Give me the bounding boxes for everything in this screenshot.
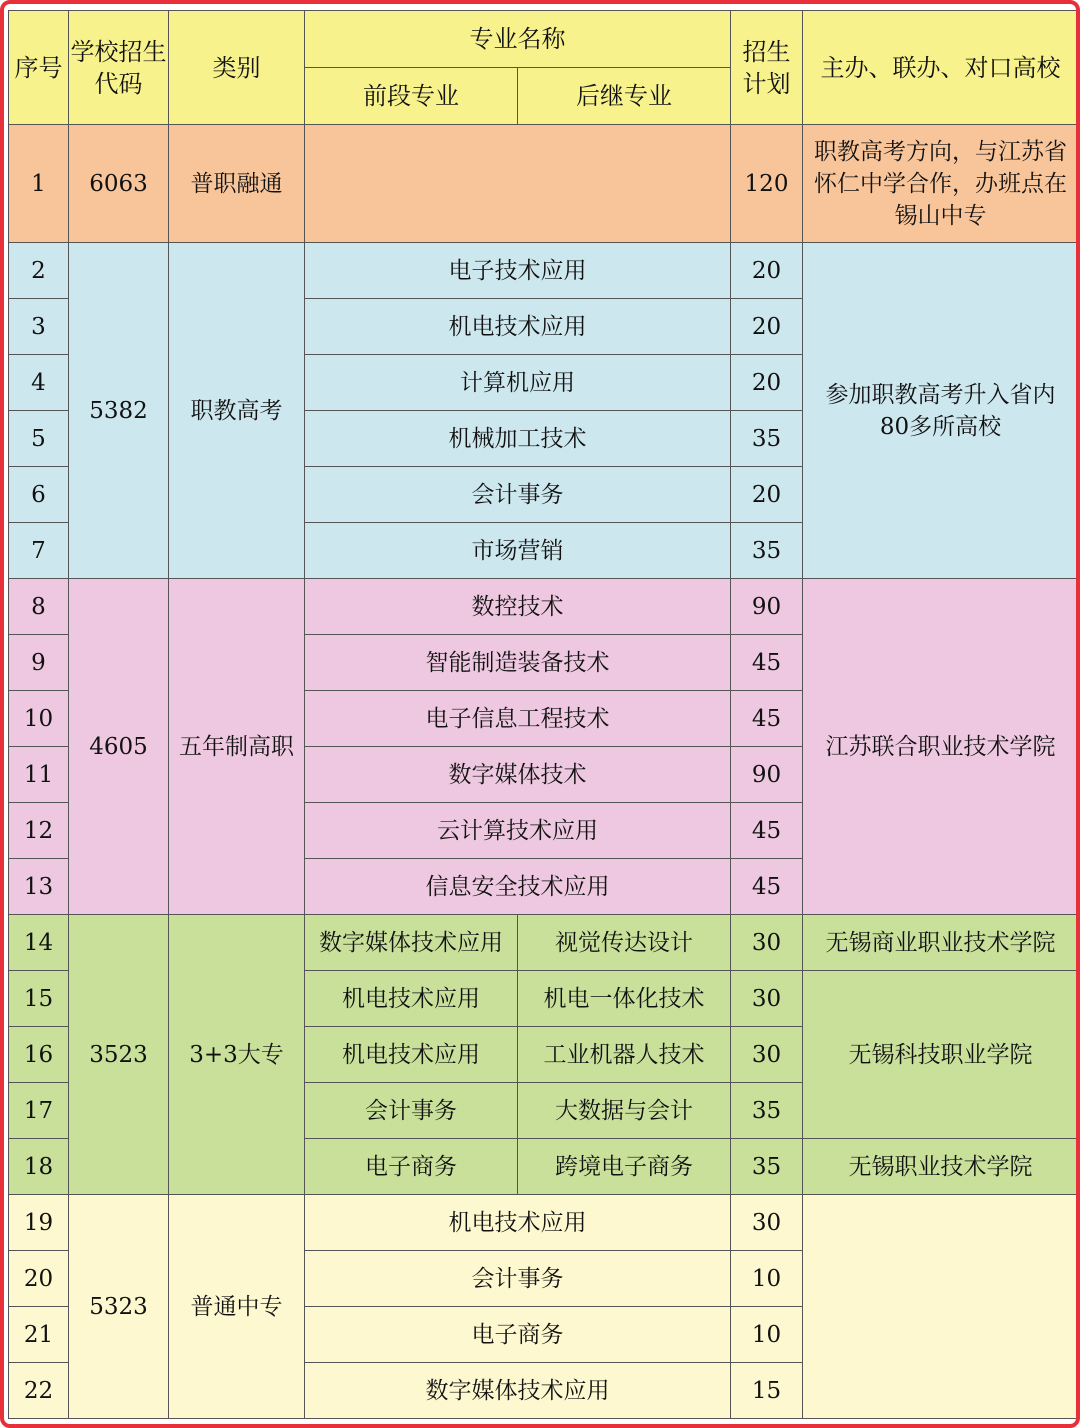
row-index: 8 [9,579,69,635]
row-index: 12 [9,803,69,859]
row-index: 13 [9,859,69,915]
partner-cell: 职教高考方向，与江苏省怀仁中学合作，办班点在锡山中专 [803,125,1079,243]
row-index: 19 [9,1195,69,1251]
major-cell: 云计算技术应用 [305,803,731,859]
school-code: 5382 [69,243,169,579]
plan-cell: 45 [731,803,803,859]
plan-cell: 30 [731,1195,803,1251]
plan-cell: 35 [731,411,803,467]
plan-cell: 30 [731,971,803,1027]
enrollment-plan-table [8,10,1079,1419]
front-major-cell: 会计事务 [305,1083,518,1139]
partner-cell: 无锡职业技术学院 [803,1139,1079,1195]
partner-cell: 江苏联合职业技术学院 [803,579,1079,915]
major-cell: 机电技术应用 [305,1195,731,1251]
row-index: 14 [9,915,69,971]
major-cell: 数字媒体技术 [305,747,731,803]
major-cell [305,125,731,243]
next-major-cell: 跨境电子商务 [518,1139,731,1195]
row-index: 10 [9,691,69,747]
category-cell: 五年制高职 [169,579,305,915]
major-cell: 信息安全技术应用 [305,859,731,915]
plan-cell: 20 [731,243,803,299]
table-row [9,1195,1079,1251]
row-index: 21 [9,1307,69,1363]
plan-cell: 45 [731,859,803,915]
major-cell: 会计事务 [305,1251,731,1307]
plan-cell: 30 [731,915,803,971]
header-major-name: 专业名称 [305,11,731,68]
plan-cell: 35 [731,523,803,579]
row-index: 15 [9,971,69,1027]
school-code: 4605 [69,579,169,915]
row-index: 17 [9,1083,69,1139]
next-major-cell: 工业机器人技术 [518,1027,731,1083]
plan-cell: 35 [731,1083,803,1139]
table-row [9,915,1079,971]
row-index: 3 [9,299,69,355]
plan-cell: 10 [731,1251,803,1307]
row-index: 7 [9,523,69,579]
table-row [9,243,1079,299]
major-cell: 电子信息工程技术 [305,691,731,747]
row-index: 2 [9,243,69,299]
plan-cell: 90 [731,747,803,803]
header-next-major: 后继专业 [518,68,731,125]
plan-cell: 20 [731,355,803,411]
plan-cell: 20 [731,467,803,523]
major-cell: 数控技术 [305,579,731,635]
header-code: 学校招生代码 [69,11,169,125]
major-cell: 市场营销 [305,523,731,579]
plan-cell: 45 [731,691,803,747]
category-cell: 职教高考 [169,243,305,579]
front-major-cell: 数字媒体技术应用 [305,915,518,971]
header-category: 类别 [169,11,305,125]
row-index: 9 [9,635,69,691]
category-cell: 普通中专 [169,1195,305,1419]
school-code: 6063 [69,125,169,243]
partner-cell: 无锡科技职业学院 [803,971,1079,1139]
major-cell: 电子商务 [305,1307,731,1363]
partner-cell: 参加职教高考升入省内80多所高校 [803,243,1079,579]
front-major-cell: 机电技术应用 [305,971,518,1027]
header-index: 序号 [9,11,69,125]
header-plan: 招生计划 [731,11,803,125]
partner-cell: 无锡商业职业技术学院 [803,915,1079,971]
row-index: 18 [9,1139,69,1195]
school-code: 3523 [69,915,169,1195]
next-major-cell: 视觉传达设计 [518,915,731,971]
major-cell: 电子技术应用 [305,243,731,299]
header-front-major: 前段专业 [305,68,518,125]
plan-cell: 90 [731,579,803,635]
major-cell: 会计事务 [305,467,731,523]
plan-cell: 45 [731,635,803,691]
major-cell: 智能制造装备技术 [305,635,731,691]
partner-cell [803,1195,1079,1419]
major-cell: 计算机应用 [305,355,731,411]
row-index: 22 [9,1363,69,1419]
header-partner: 主办、联办、对口高校 [803,11,1079,125]
table-row [9,125,1079,243]
front-major-cell: 机电技术应用 [305,1027,518,1083]
front-major-cell: 电子商务 [305,1139,518,1195]
plan-cell: 120 [731,125,803,243]
plan-cell: 15 [731,1363,803,1419]
table-row [9,579,1079,635]
plan-cell: 30 [731,1027,803,1083]
row-index: 20 [9,1251,69,1307]
row-index: 16 [9,1027,69,1083]
category-cell: 普职融通 [169,125,305,243]
next-major-cell: 大数据与会计 [518,1083,731,1139]
major-cell: 机电技术应用 [305,299,731,355]
row-index: 6 [9,467,69,523]
row-index: 11 [9,747,69,803]
category-cell: 3+3大专 [169,915,305,1195]
row-index: 1 [9,125,69,243]
major-cell: 数字媒体技术应用 [305,1363,731,1419]
plan-cell: 20 [731,299,803,355]
major-cell: 机械加工技术 [305,411,731,467]
school-code: 5323 [69,1195,169,1419]
row-index: 5 [9,411,69,467]
next-major-cell: 机电一体化技术 [518,971,731,1027]
row-index: 4 [9,355,69,411]
plan-cell: 10 [731,1307,803,1363]
plan-cell: 35 [731,1139,803,1195]
